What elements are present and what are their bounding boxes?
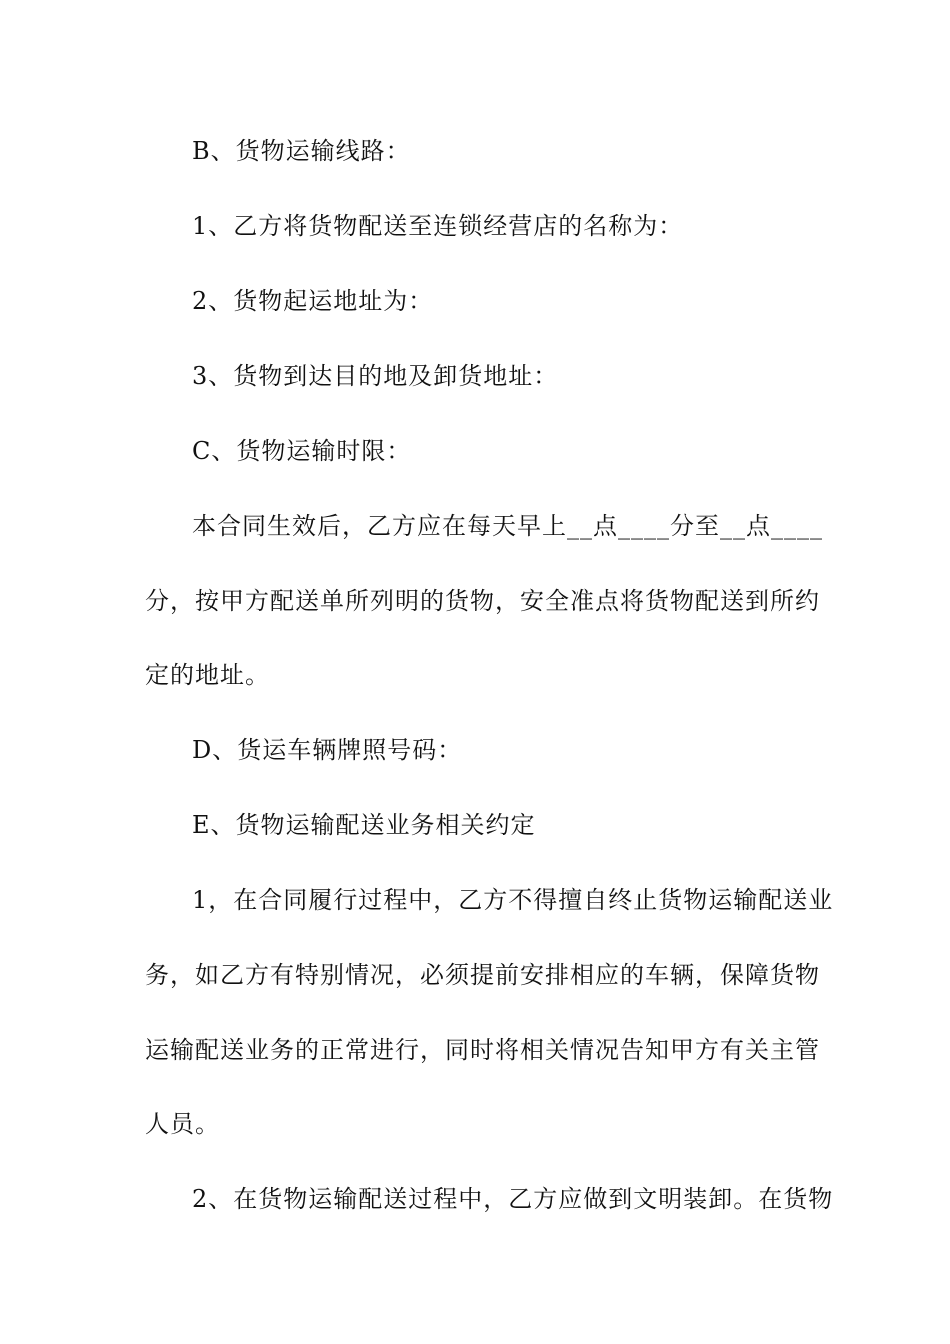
paragraph-line: 2、货物起运地址为： xyxy=(192,287,434,315)
paragraph-line: 1、乙方将货物配送至连锁经营店的名称为： xyxy=(192,212,684,240)
paragraph-line: 3、货物到达目的地及卸货地址： xyxy=(192,362,559,390)
section-b-heading: B、货物运输线路： xyxy=(192,137,411,165)
paragraph-line: 人员。 xyxy=(145,1110,220,1138)
section-c-heading: C、货物运输时限： xyxy=(192,437,412,465)
paragraph-line: 2、在货物运输配送过程中，乙方应做到文明装卸。在货物 xyxy=(192,1185,834,1213)
paragraph-line: 运输配送业务的正常进行，同时将相关情况告知甲方有关主管 xyxy=(145,1036,820,1064)
paragraph-line: 1，在合同履行过程中，乙方不得擅自终止货物运输配送业 xyxy=(192,886,834,914)
section-d-heading: D、货运车辆牌照号码： xyxy=(192,736,463,764)
paragraph-line: 本合同生效后，乙方应在每天早上__点____分至__点____ xyxy=(192,512,823,540)
paragraph-line: 分，按甲方配送单所列明的货物，安全准点将货物配送到所约 xyxy=(145,587,820,615)
section-e-heading: E、货物运输配送业务相关约定 xyxy=(192,811,536,839)
paragraph-line: 定的地址。 xyxy=(145,661,270,689)
paragraph-line: 务，如乙方有特别情况，必须提前安排相应的车辆，保障货物 xyxy=(145,961,820,989)
